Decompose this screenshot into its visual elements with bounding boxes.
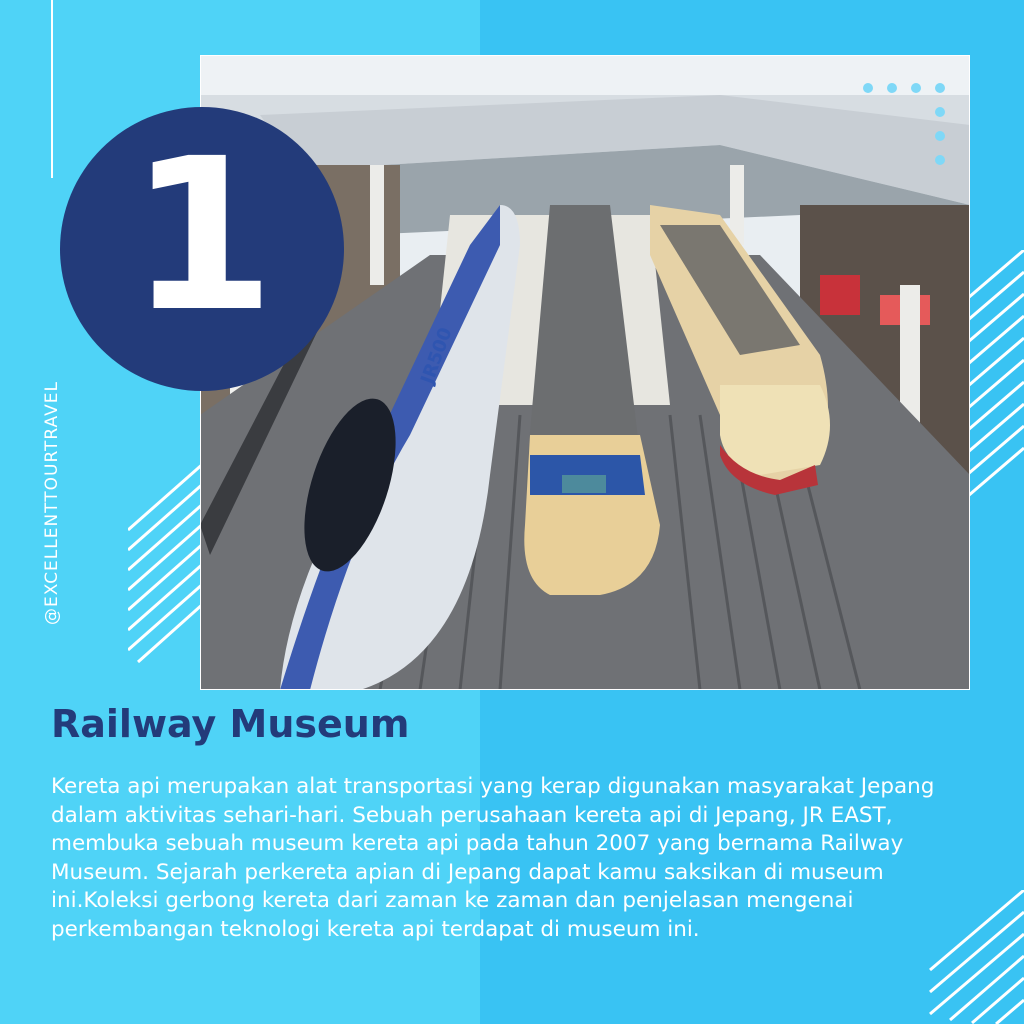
- dots-decoration: [862, 82, 957, 177]
- train-label: JR500: [416, 324, 457, 387]
- number-badge: [60, 107, 344, 391]
- vertical-accent-line: [51, 0, 53, 178]
- stripes-right-decoration: [968, 250, 1024, 520]
- item-number: 1: [128, 113, 276, 358]
- page-title: Railway Museum: [51, 702, 410, 746]
- social-handle: @EXCELLENTTOURTRAVEL: [42, 381, 62, 625]
- description-text: Kereta api merupakan alat transportasi yang kerap digunakan masyarakat Jepang dalam aktivitas sehari-hari. Sebuah perusahaan kereta api di Jepang, JR EAST, membuka sebuah museum kereta api pada tahun 2007 yang bernama Railway Museum. Sejarah perkereta apian di Jepang dapat kamu saksikan di museum ini.Koleksi gerbong kereta dari zaman ke zaman dan penjelasan mengenai perkembangan teknologi kereta api terdapat di museum ini.: [51, 774, 935, 942]
